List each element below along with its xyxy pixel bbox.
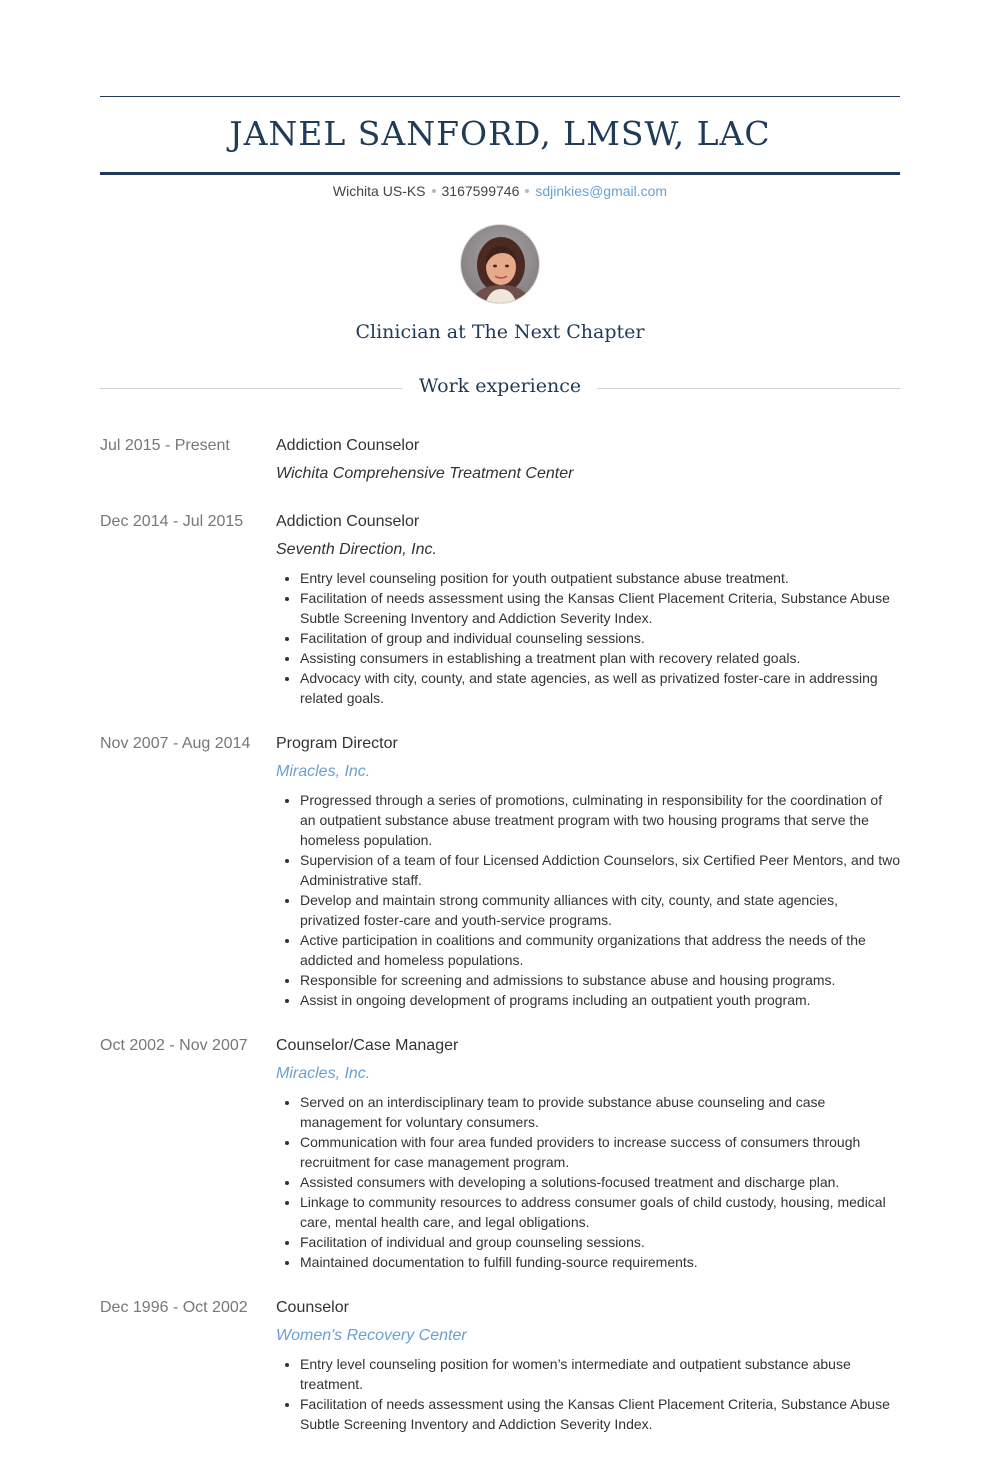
job-list <box>100 434 900 1458</box>
list-item: • Advocacy with city, county, and state agencies, as well as privatized foster-care in addressing related goals. <box>300 668 900 708</box>
location: Wichita US-KS <box>332 183 426 199</box>
separator-dot-icon <box>432 189 436 193</box>
list-item: • Facilitation of needs assessment using the Kansas Client Placement Criteria, Substance Abuse Subtle Screening Inventory and Addiction Severity Index. <box>300 588 900 628</box>
list-item: • Develop and maintain strong community alliances with city, county, and state agencies, privatized foster-care and youth-service programs. <box>300 890 900 930</box>
list-item: • Maintained documentation to fulfill funding-source requirements. <box>300 1252 900 1272</box>
job-body <box>276 434 900 486</box>
job-bullets <box>276 1092 900 1272</box>
job-entry <box>100 1296 900 1434</box>
list-item: • Supervision of a team of four Licensed Addiction Counselors, six Certified Peer Mentors, and two Administrative staff. <box>300 850 900 890</box>
portrait-photo-icon <box>461 225 540 304</box>
job-body <box>276 732 900 1010</box>
job-bullets <box>276 1354 900 1434</box>
job-company: Wichita Comprehensive Treatment Center <box>276 465 574 482</box>
job-date: Oct 2002 - Nov 2007 <box>100 1037 248 1054</box>
job-body <box>276 1034 900 1272</box>
job-role: Program Director <box>276 735 398 752</box>
list-item: • Active participation in coalitions and community organizations that address the needs of the addicted and homeless populations. <box>300 930 900 970</box>
list-item: • Communication with four area funded providers to increase success of consumers through recruitment for case management program. <box>300 1132 900 1172</box>
job-company: Seventh Direction, Inc. <box>276 541 437 558</box>
contact-line <box>100 181 900 201</box>
list-item: • Assisting consumers in establishing a treatment plan with recovery related goals. <box>300 648 900 668</box>
header-top-rule <box>100 96 900 97</box>
job-body <box>276 510 900 708</box>
list-item: • Progressed through a series of promotions, culminating in responsibility for the coordination of an outpatient substance abuse treatment program with two housing programs that serve the homeless population. <box>300 790 900 850</box>
headline: Clinician at The Next Chapter <box>355 321 645 343</box>
job-bullets <box>276 568 900 708</box>
job-entry <box>100 1034 900 1272</box>
resume-page <box>100 0 900 1432</box>
list-item: • Facilitation of needs assessment using the Kansas Client Placement Criteria, Substance Abuse Subtle Screening Inventory and Addiction Severity Index. <box>300 1394 900 1434</box>
job-date: Dec 2014 - Jul 2015 <box>100 513 244 530</box>
heading-rule-right <box>597 388 900 389</box>
work-experience-heading <box>100 372 900 402</box>
section-title: Work experience <box>418 375 582 397</box>
list-item: • Entry level counseling position for youth outpatient substance abuse treatment. <box>300 568 900 588</box>
separator-dot-icon <box>525 189 529 193</box>
job-role: Counselor/Case Manager <box>276 1037 459 1054</box>
avatar <box>460 224 540 304</box>
list-item: • Facilitation of individual and group counseling sessions. <box>300 1232 900 1252</box>
job-role: Counselor <box>276 1299 349 1316</box>
list-item: • Assist in ongoing development of programs including an outpatient youth program. <box>300 990 900 1010</box>
job-role: Addiction Counselor <box>276 437 420 454</box>
email-link[interactable]: sdjinkies@gmail.com <box>535 183 668 199</box>
job-entry <box>100 732 900 1010</box>
job-body <box>276 1296 900 1434</box>
list-item: • Entry level counseling position for women’s intermediate and outpatient substance abuse treatment. <box>300 1354 900 1394</box>
job-role: Addiction Counselor <box>276 513 420 530</box>
candidate-name: JANEL SANFORD, LMSW, LAC <box>229 114 771 153</box>
job-entry <box>100 510 900 708</box>
job-bullets <box>276 790 900 1010</box>
job-date: Dec 1996 - Oct 2002 <box>100 1299 248 1316</box>
phone: 3167599746 <box>441 183 520 199</box>
job-date: Nov 2007 - Aug 2014 <box>100 735 251 752</box>
job-company-link[interactable]: Miracles, Inc. <box>276 763 371 780</box>
list-item: • Facilitation of group and individual counseling sessions. <box>300 628 900 648</box>
header-bottom-rule <box>100 172 900 175</box>
job-company-link[interactable]: Miracles, Inc. <box>276 1065 371 1082</box>
list-item: • Responsible for screening and admissions to substance abuse and housing programs. <box>300 970 900 990</box>
job-entry <box>100 434 900 486</box>
job-date: Jul 2015 - Present <box>100 437 230 454</box>
list-item: • Served on an interdisciplinary team to provide substance abuse counseling and case management for voluntary consumers. <box>300 1092 900 1132</box>
list-item: • Assisted consumers with developing a solutions-focused treatment and discharge plan. <box>300 1172 900 1192</box>
job-company-link[interactable]: Women's Recovery Center <box>276 1327 467 1344</box>
list-item: • Linkage to community resources to address consumer goals of child custody, housing, medical care, mental health care, and legal obligations. <box>300 1192 900 1232</box>
